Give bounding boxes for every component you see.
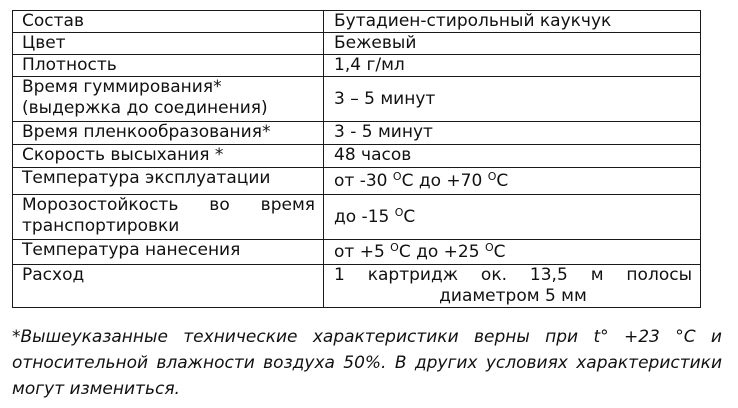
row-label: Плотность [13, 55, 324, 77]
degree-sup: O [394, 205, 404, 219]
row-label: Морозостойкость во время транспортировки [13, 195, 324, 240]
row-label: Скорость высыхания * [13, 145, 324, 168]
value-text: до -15 [334, 206, 395, 227]
table-row [13, 168, 701, 195]
row-label: Температура нанесения [13, 240, 324, 265]
row-label: Расход [13, 265, 324, 308]
row-label: Состав [13, 11, 324, 33]
table-row [13, 77, 701, 122]
row-value: 3 – 5 минут [324, 77, 701, 122]
table-row [13, 195, 701, 240]
row-label [13, 77, 324, 122]
value-text: C [496, 170, 509, 191]
degree-sup: O [484, 240, 494, 254]
table-row [13, 55, 701, 77]
footnote: *Вышеуказанные технические характеристики верны при t° +23 °C и относительной влажности воздуха 50%. В других условиях характеристики могут измениться. [12, 327, 722, 399]
row-value: Бутадиен-стирольный каукчук [324, 11, 701, 33]
degree-sup: O [392, 169, 402, 183]
row-value: 1,4 г/мл [324, 55, 701, 77]
value-text: C до +25 [398, 241, 485, 262]
value-text: C до +70 [401, 170, 488, 191]
degree-sup: O [487, 169, 497, 183]
row-label: Время пленкообразования* [13, 122, 324, 145]
row-label: Цвет [13, 33, 324, 55]
table-row [13, 33, 701, 55]
row-value [324, 240, 701, 265]
value-text: C [403, 206, 416, 227]
row-label-line: Время гуммирования* [22, 77, 222, 97]
row-label-line: (выдержка до соединения) [22, 98, 268, 118]
table-row [13, 11, 701, 33]
value-text: C [493, 241, 506, 262]
table-row [13, 265, 701, 308]
row-value: 48 часов [324, 145, 701, 168]
row-value [324, 195, 701, 240]
row-value: 1 картридж ок. 13,5 м полосы диаметром 5 мм [324, 265, 701, 308]
table-row [13, 145, 701, 168]
value-text: от +5 [334, 241, 391, 262]
table-row [13, 240, 701, 265]
row-value [324, 168, 701, 195]
table-row [13, 122, 701, 145]
row-value: Бежевый [324, 33, 701, 55]
degree-sup: O [390, 240, 399, 254]
row-label: Температура эксплуатации [13, 168, 324, 195]
specifications-table [12, 10, 701, 308]
value-text: от -30 [334, 170, 393, 191]
row-value: 3 - 5 минут [324, 122, 701, 145]
